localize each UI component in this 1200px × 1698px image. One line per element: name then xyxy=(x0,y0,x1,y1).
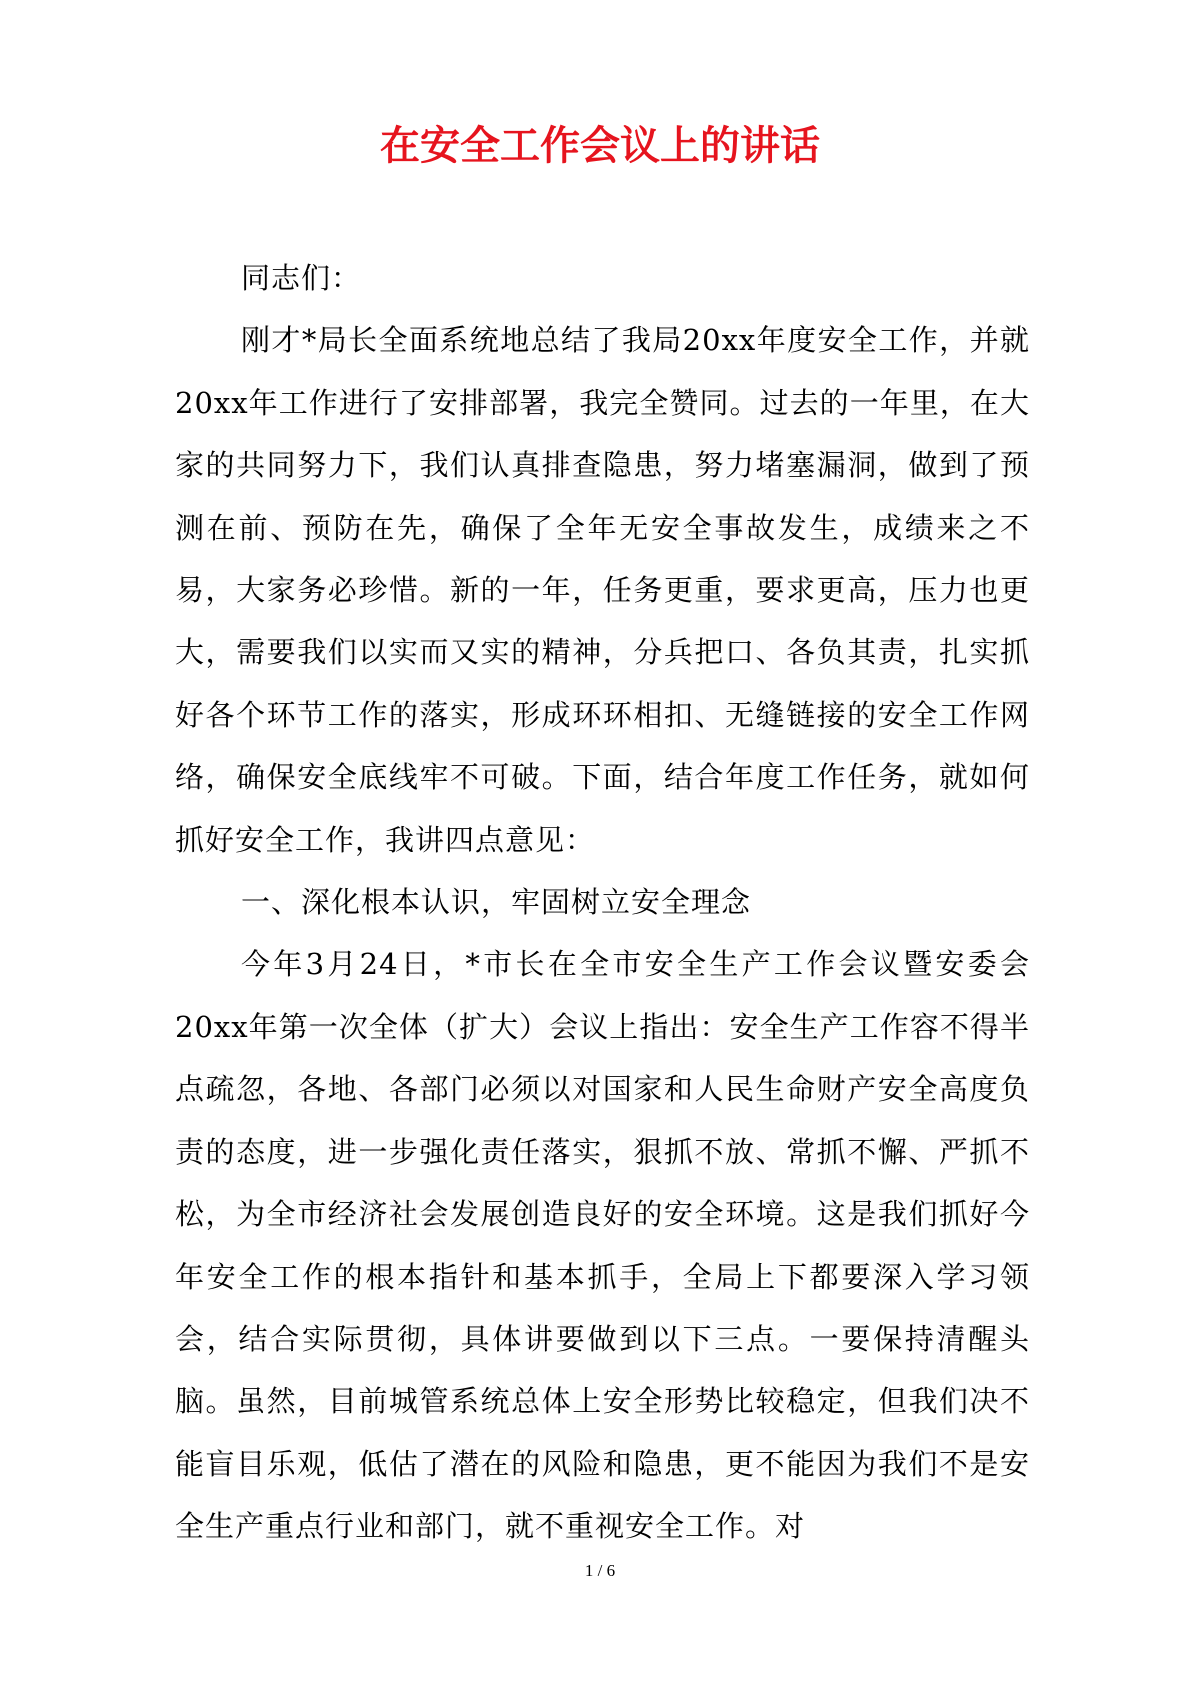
paragraph-salutation: 同志们： xyxy=(241,261,362,295)
page-number: 1 / 6 xyxy=(584,1561,616,1580)
paragraph-section-1: 今年3月24日，*市长在全市安全生产工作会议暨安委会20xx年第一次全体（扩大）会议上指出：安全生产工作容不得半点疏忽，各地、各部门必须以对国家和人民生命财产安全高度负责的态度，进一步强化责任落实，狠抓不放、常抓不懈、严抓不松，为全市经济社会发展创造良好的安全环境。这是我们抓好今年安全工作的根本指针和基本抓手，全局上下都要深入学习领会，结合实际贯彻，具体讲要做到以下三点。一要保持清醒头脑。虽然，目前城管系统总体上安全形势比较稳定，但我们决不能盲目乐观，低估了潜在的风险和隐患，更不能因为我们不是安全生产重点行业和部门，就不重视安全工作。对 xyxy=(175,947,1030,1544)
paragraph-intro: 刚才*局长全面系统地总结了我局20xx年度安全工作，并就20xx年工作进行了安排部署，我完全赞同。过去的一年里，在大家的共同努力下，我们认真排查隐患，努力堵塞漏洞，做到了预测在前、预防在先，确保了全年无安全事故发生，成绩来之不易，大家务必珍惜。新的一年，任务更重，要求更高，压力也更大，需要我们以实而又实的精神，分兵把口、各负其责，扎实抓好各个环节工作的落实，形成环环相扣、无缝链接的安全工作网络，确保安全底线牢不可破。下面，结合年度工作任务，就如何抓好安全工作，我讲四点意见： xyxy=(175,323,1030,857)
section-heading-1: 一、深化根本认识，牢固树立安全理念 xyxy=(241,885,752,920)
document-title: 在安全工作会议上的讲话 xyxy=(380,122,820,169)
document-body xyxy=(175,247,1030,1558)
